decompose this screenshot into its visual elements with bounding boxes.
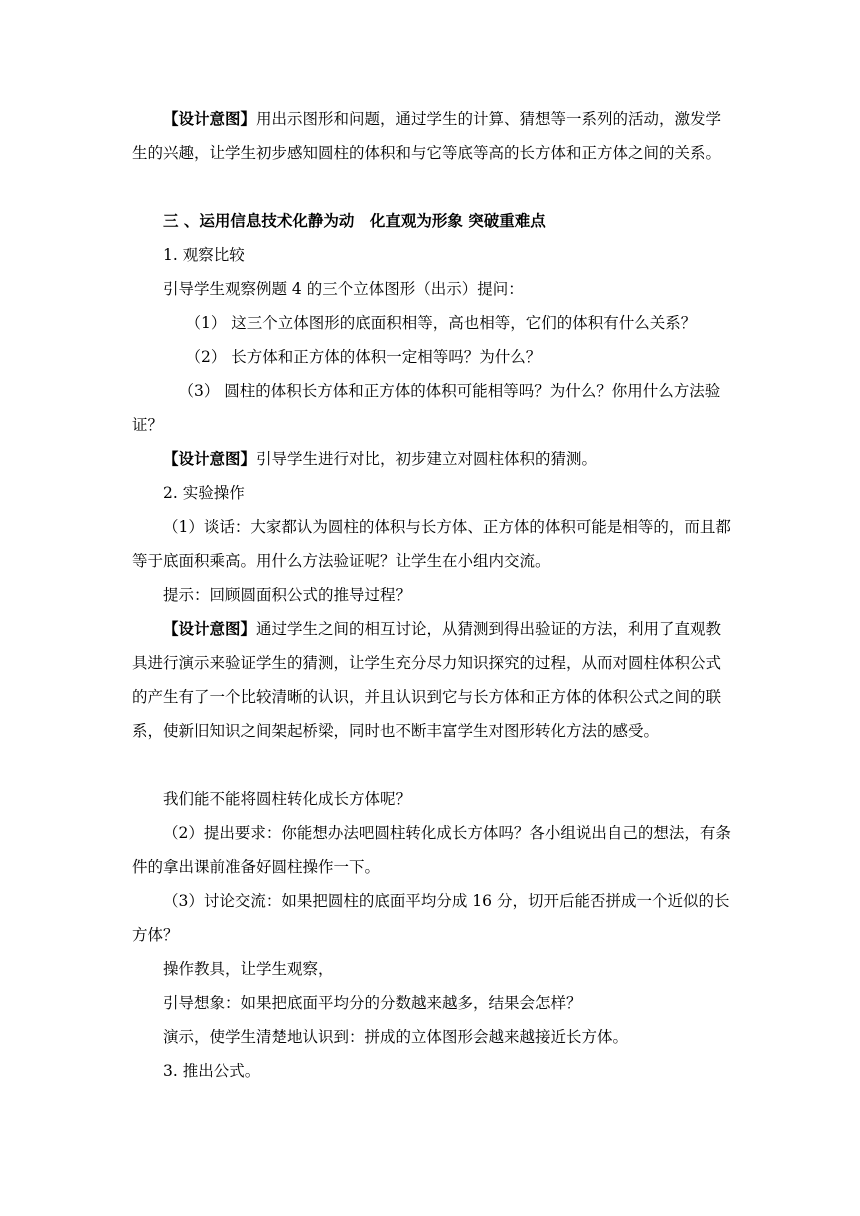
subsection-title-2: 2. 实验操作 bbox=[163, 484, 245, 502]
section-heading: 三 、运用信息技术化静为动 化直观为形象 突破重难点 bbox=[163, 211, 546, 230]
design-intent-text: 通过学生之间的相互讨论，从猜测到得出验证的方法，利用了直观教具进行演示来验证学生的猜测，让学生充分尽力知识探究的过程，从而对圆柱体积公式的产生有了一个比较清晰的认识，并且认识到它与长方体和正方体的体积公式之间的联系，使新旧知识之间架起桥梁，同时也不断丰富学生对图形转化方法的感受。 bbox=[132, 620, 722, 740]
question-2: （2） 长方体和正方体的体积一定相等吗？为什么？ bbox=[185, 348, 542, 366]
design-intent-paragraph-1 bbox=[132, 102, 734, 170]
design-intent-label: 【设计意图】 bbox=[163, 619, 257, 638]
hint-text: 提示：回顾圆面积公式的推导过程？ bbox=[163, 586, 412, 604]
question-1: （1） 这三个立体图形的底面积相等，高也相等，它们的体积有什么关系？ bbox=[185, 314, 697, 332]
question-3: （3） 圆柱的体积长方体和正方体的体积可能相等吗？为什么？你用什么方法验证？ bbox=[132, 382, 721, 434]
design-intent-paragraph-2 bbox=[132, 442, 734, 476]
conversion-question: 我们能不能将圆柱转化成长方体呢？ bbox=[163, 790, 412, 808]
design-intent-label: 【设计意图】 bbox=[163, 449, 257, 468]
requirement-text: （2）提出要求：你能想办法吧圆柱转化成长方体吗？各小组说出自己的想法，有条件的拿出课前准备好圆柱操作一下。 bbox=[132, 824, 731, 876]
design-intent-text: 用出示图形和问题，通过学生的计算、猜想等一系列的活动，激发学生的兴趣，让学生初步感知圆柱的体积和与它等底等高的长方体和正方体之间的关系。 bbox=[132, 110, 722, 162]
observation-intro: 引导学生观察例题 4 的三个立体图形（出示）提问： bbox=[163, 280, 524, 298]
discussion-talk: （1）谈话：大家都认为圆柱的体积与长方体、正方体的体积可能是相等的，而且都等于底面积乘高。用什么方法验证呢？让学生在小组内交流。 bbox=[132, 518, 731, 570]
guide-text: 引导想象：如果把底面平均分的分数越来越多，结果会怎样？ bbox=[163, 994, 582, 1012]
demo-text: 演示，使学生清楚地认识到：拼成的立体图形会越来越接近长方体。 bbox=[163, 1028, 629, 1046]
discussion-exchange: （3）讨论交流：如果把圆柱的底面平均分成 16 分，切开后能否拼成一个近似的长方体？ bbox=[132, 892, 730, 944]
subsection-title-1: 1. 观察比较 bbox=[163, 246, 245, 264]
operation-text: 操作教具，让学生观察， bbox=[163, 960, 334, 978]
design-intent-text: 引导学生进行对比，初步建立对圆柱体积的猜测。 bbox=[256, 450, 598, 468]
design-intent-label: 【设计意图】 bbox=[163, 109, 257, 128]
subsection-title-3: 3. 推出公式。 bbox=[163, 1062, 261, 1080]
design-intent-paragraph-3 bbox=[132, 612, 734, 748]
